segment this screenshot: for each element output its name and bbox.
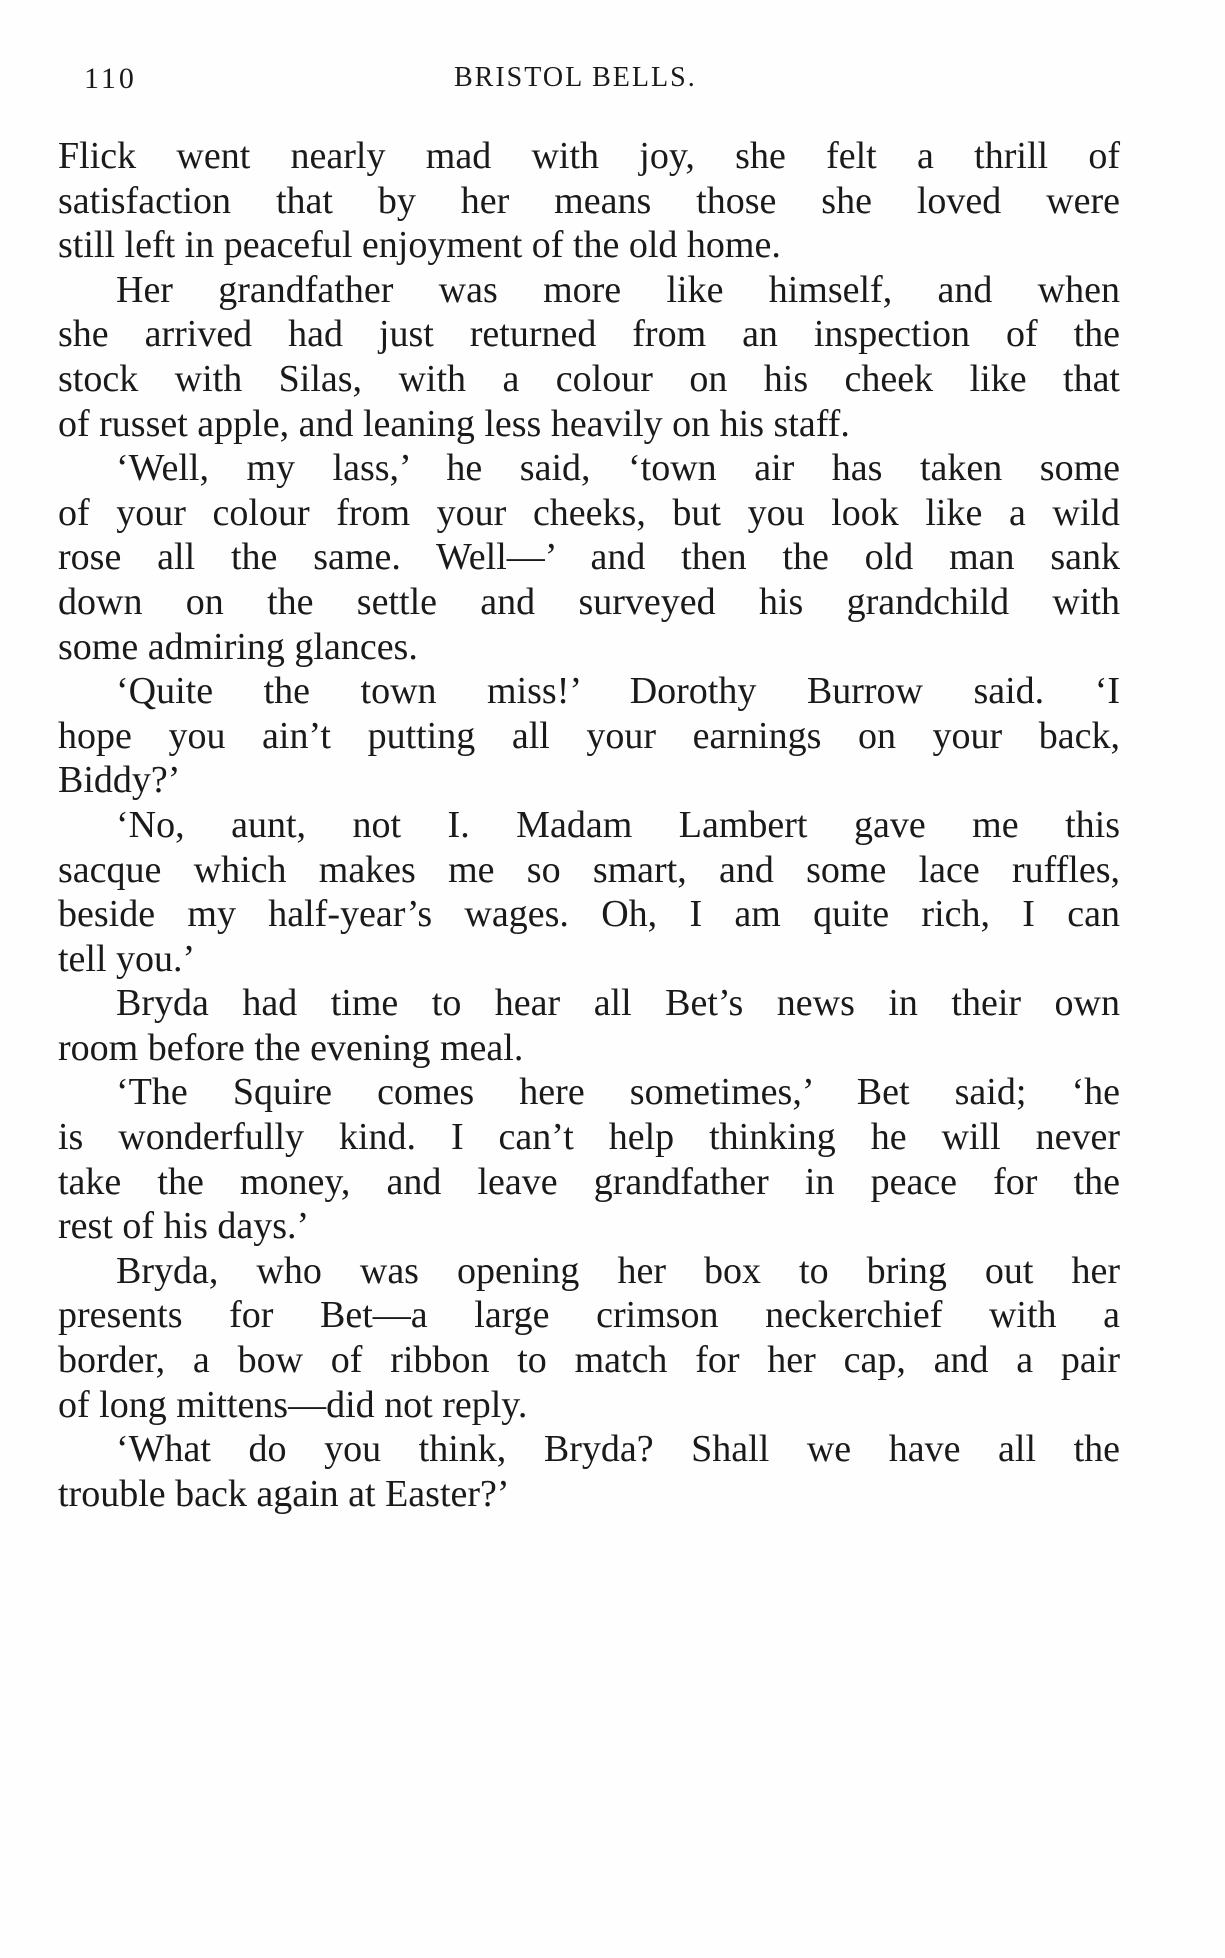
text-line: tell you.’	[58, 937, 196, 980]
text-line: hope you ain’t putting all your earnings on your back,	[58, 714, 1120, 757]
text-line: rose all the same. Well—’ and then the old man sank	[58, 536, 1120, 579]
text-line: Bryda, who was opening her box to bring out her	[116, 1249, 1120, 1292]
text-line: presents for Bet—a large crimson neckerchief with a	[58, 1294, 1120, 1337]
text-line: ‘No, aunt, not I. Madam Lambert gave me this	[116, 803, 1120, 846]
body-text	[58, 134, 1120, 1516]
paragraph	[58, 803, 1120, 981]
paragraph	[58, 1249, 1120, 1427]
text-line: ‘What do you think, Bryda? Shall we have all the	[116, 1428, 1120, 1471]
paragraph	[58, 446, 1120, 669]
running-head	[84, 62, 1114, 102]
text-line: still left in peaceful enjoyment of the old home.	[58, 224, 781, 267]
text-line: ‘Well, my lass,’ he said, ‘town air has taken some	[116, 447, 1120, 490]
text-line: Bryda had time to hear all Bet’s news in their own	[116, 982, 1120, 1025]
text-line: sacque which makes me so smart, and some lace ruffles,	[58, 848, 1120, 891]
paragraph	[58, 134, 1120, 268]
paragraph	[58, 1070, 1120, 1248]
text-line: she arrived had just returned from an inspection of the	[58, 313, 1120, 356]
text-line: down on the settle and surveyed his grandchild with	[58, 580, 1120, 623]
text-line: Biddy?’	[58, 759, 181, 802]
text-line: trouble back again at Easter?’	[58, 1472, 510, 1515]
text-line: Her grandfather was more like himself, and when	[116, 268, 1120, 311]
text-line: stock with Silas, with a colour on his cheek like that	[58, 357, 1120, 400]
text-line: border, a bow of ribbon to match for her cap, and a pair	[58, 1339, 1120, 1382]
paragraph	[58, 669, 1120, 803]
running-title: BRISTOL BELLS.	[454, 62, 697, 93]
paragraph	[58, 268, 1120, 446]
text-line: of your colour from your cheeks, but you look like a wild	[58, 491, 1120, 534]
text-line: Flick went nearly mad with joy, she felt a thrill of	[58, 135, 1120, 177]
text-line: take the money, and leave grandfather in peace for the	[58, 1160, 1120, 1203]
text-line: satisfaction that by her means those she loved were	[58, 179, 1120, 222]
text-line: of long mittens—did not reply.	[58, 1383, 528, 1426]
page-number: 110	[84, 62, 137, 95]
paragraph	[58, 981, 1120, 1070]
text-line: some admiring glances.	[58, 625, 418, 668]
text-line: beside my half-year’s wages. Oh, I am quite rich, I can	[58, 893, 1120, 936]
paragraph	[58, 1427, 1120, 1516]
text-line: rest of his days.’	[58, 1205, 310, 1248]
text-line: is wonderfully kind. I can’t help thinking he will never	[58, 1116, 1120, 1159]
text-line: ‘The Squire comes here sometimes,’ Bet said; ‘he	[116, 1071, 1120, 1114]
text-line: of russet apple, and leaning less heavily on his staff.	[58, 402, 850, 445]
text-line: room before the evening meal.	[58, 1026, 524, 1069]
text-line: ‘Quite the town miss!’ Dorothy Burrow said. ‘I	[116, 670, 1120, 713]
